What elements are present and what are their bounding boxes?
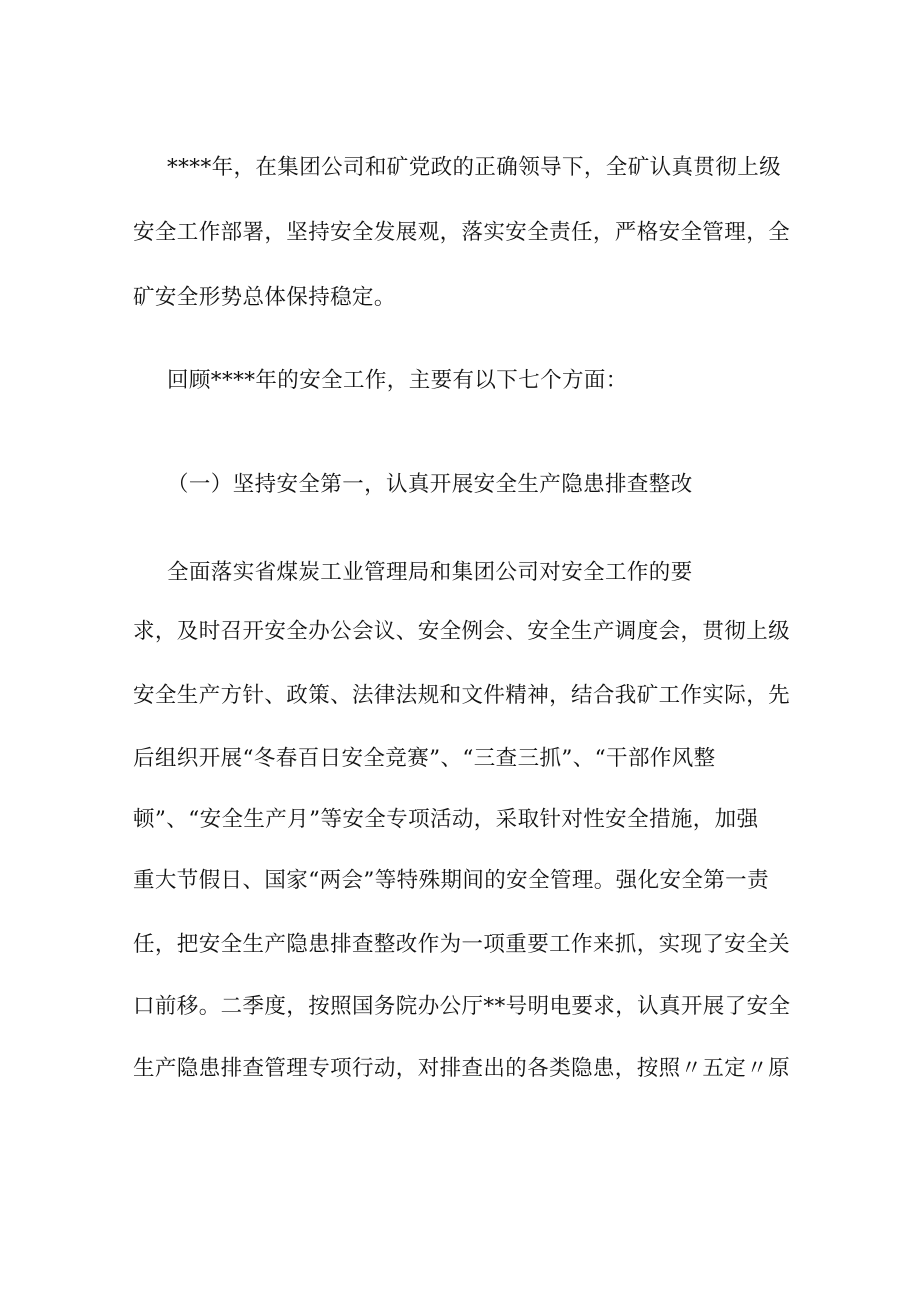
- section-body-line-3: 安全生产方针、政策、法律法规和文件精神，结合我矿工作实际，先: [133, 683, 791, 708]
- section-body-line-4: 后组织开展“冬春百日安全竞赛”、“三查三抓”、“干部作风整: [133, 746, 716, 771]
- paragraph-intro-line-2: 安全工作部署，坚持安全发展观，落实安全责任，严格安全管理，全: [133, 220, 791, 245]
- section-body-line-1: 全面落实省煤炭工业管理局和集团公司对安全工作的要: [167, 560, 693, 585]
- section-body-line-7: 任，把安全生产隐患排查整改作为一项重要工作来抓，实现了安全关: [133, 932, 791, 957]
- section-body-line-5: 顿”、“安全生产月”等安全专项活动，采取针对性安全措施，加强: [133, 807, 759, 832]
- section-body-line-6: 重大节假日、国家“两会”等特殊期间的安全管理。强化安全第一责: [133, 868, 769, 893]
- paragraph-review-line-1: 回顾****年的安全工作，主要有以下七个方面：: [167, 368, 628, 393]
- section-body-line-2: 求，及时召开安全办公会议、安全例会、安全生产调度会，贯彻上级: [133, 619, 791, 644]
- section-body-line-8: 口前移。二季度，按照国务院办公厅**号明电要求，认真开展了安全: [133, 994, 791, 1019]
- paragraph-intro-line-1: ****年，在集团公司和矿党政的正确领导下，全矿认真贯彻上级: [167, 155, 782, 180]
- section-heading: （一）坚持安全第一，认真开展安全生产隐患排查整改: [167, 472, 693, 497]
- paragraph-intro-line-3: 矿安全形势总体保持稳定。: [133, 285, 396, 310]
- section-body-line-9: 生产隐患排查管理专项行动，对排查出的各类隐患，按照〃五定〃原: [133, 1056, 791, 1081]
